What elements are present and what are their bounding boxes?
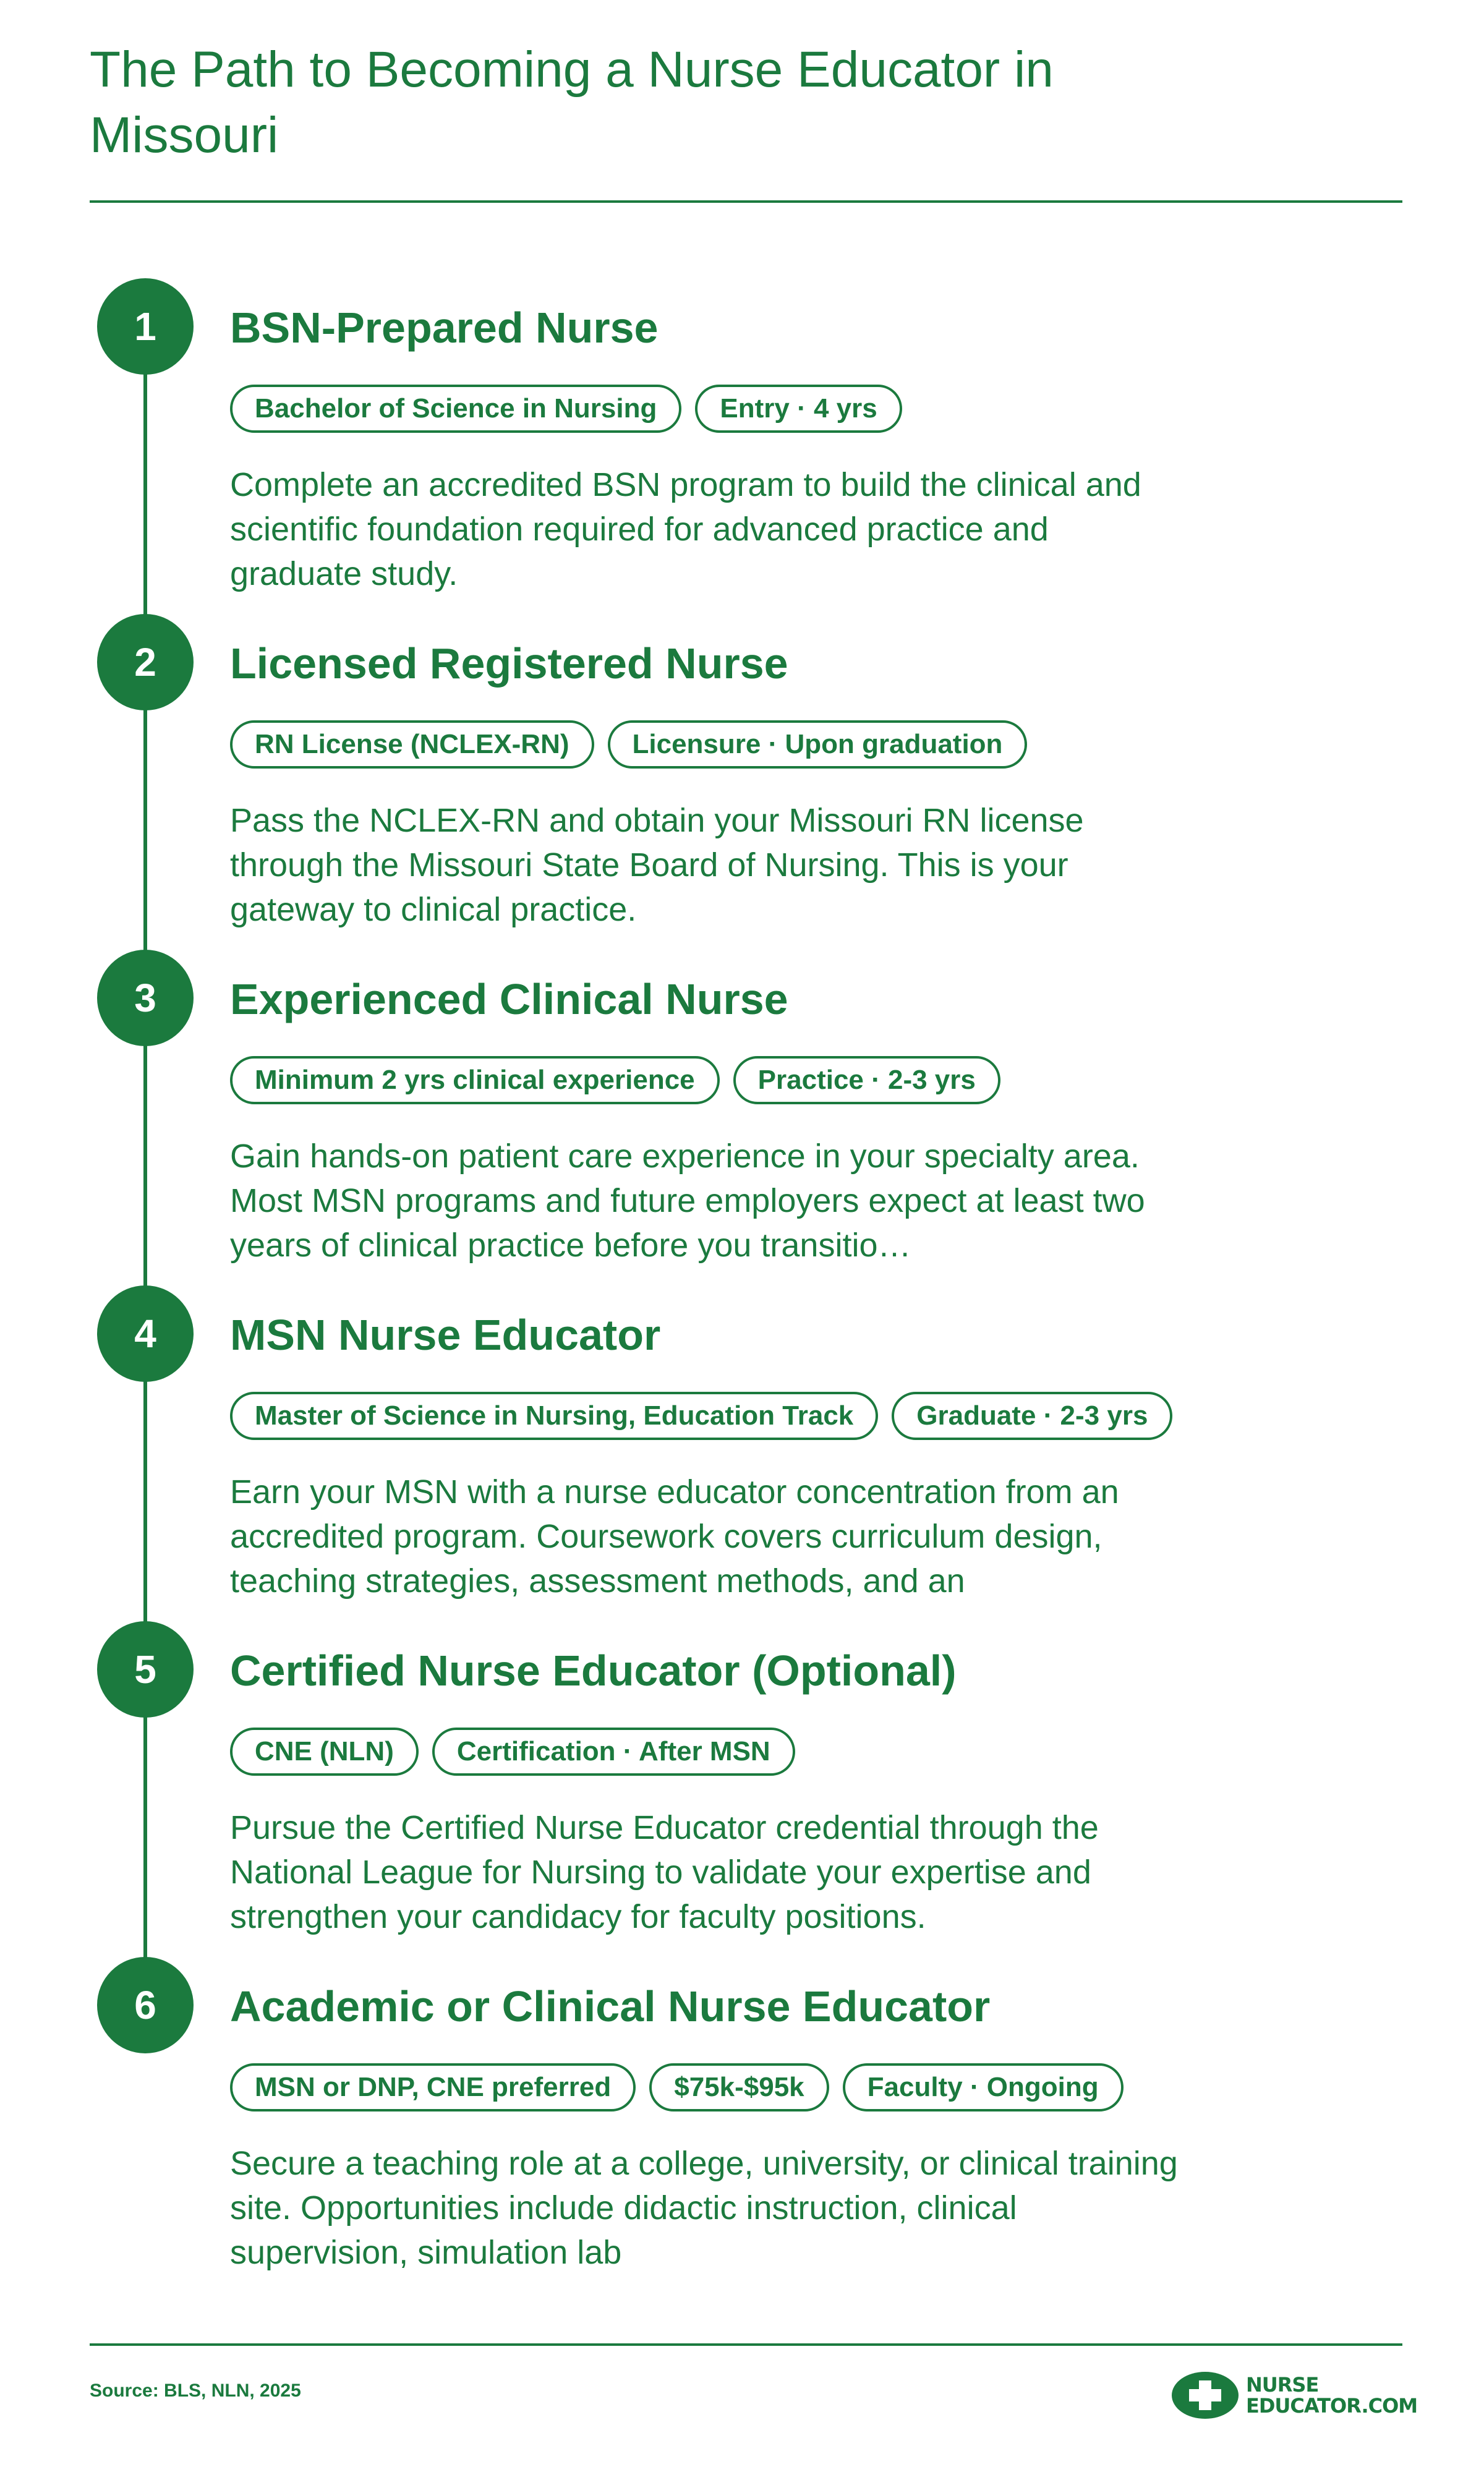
medical-cross-icon (1172, 2372, 1239, 2419)
step-tags (230, 720, 1027, 769)
step-title: Certified Nurse Educator (Optional) (230, 1647, 957, 1695)
step-tag: Practice · 2-3 yrs (733, 1056, 1000, 1104)
step-tags (230, 1728, 795, 1776)
timeline-step-1 (0, 278, 1484, 612)
step-number-badge: 6 (97, 1957, 194, 2053)
step-tag: Entry · 4 yrs (695, 385, 902, 433)
step-description: Earn your MSN with a nurse educator concentration from an accredited program. Coursework covers curriculum design, teaching strategies, assessment methods, and an (230, 1473, 1119, 1600)
step-tag: Graduate · 2-3 yrs (892, 1392, 1172, 1440)
step-tags (230, 1392, 1172, 1440)
step-title: MSN Nurse Educator (230, 1311, 661, 1359)
step-title: BSN-Prepared Nurse (230, 304, 659, 352)
step-title: Academic or Clinical Nurse Educator (230, 1982, 991, 2030)
step-title: Experienced Clinical Nurse (230, 975, 788, 1023)
step-tags (230, 1056, 1000, 1104)
header-divider (90, 200, 1402, 203)
page-title: The Path to Becoming a Nurse Educator in Missouri (90, 41, 1054, 163)
step-title: Licensed Registered Nurse (230, 639, 788, 688)
step-tag: Certification · After MSN (432, 1728, 795, 1776)
step-tag: Minimum 2 yrs clinical experience (230, 1056, 720, 1104)
step-number-badge: 3 (97, 950, 194, 1046)
step-tag: Master of Science in Nursing, Education Track (230, 1392, 878, 1440)
step-tag: RN License (NCLEX-RN) (230, 720, 594, 769)
step-tag: $75k-$95k (649, 2063, 829, 2111)
step-description: Pass the NCLEX-RN and obtain your Missouri RN license through the Missouri State Board of Nursing. This is your gateway to clinical practice. (230, 802, 1084, 928)
source-note: Source: BLS, NLN, 2025 (90, 2380, 301, 2401)
step-tag: Bachelor of Science in Nursing (230, 385, 681, 433)
timeline-step-5 (0, 1621, 1484, 1955)
step-tag: Licensure · Upon graduation (608, 720, 1028, 769)
step-number-badge: 5 (97, 1621, 194, 1718)
step-number-badge: 2 (97, 614, 194, 710)
step-tag: MSN or DNP, CNE preferred (230, 2063, 636, 2111)
footer-divider (90, 2343, 1402, 2346)
step-tags (230, 385, 902, 433)
brand-wordmark-line2: EDUCATOR.COM (1246, 2394, 1418, 2418)
step-description: Gain hands-on patient care experience in your specialty area. Most MSN programs and future employers expect at least two years of clinical practice before you transitio… (230, 1138, 1145, 1264)
brand-wordmark (1246, 2374, 1417, 2416)
timeline-step-3 (0, 950, 1484, 1284)
step-number-badge: 1 (97, 278, 194, 375)
step-tags (230, 2063, 1124, 2111)
step-tag: CNE (NLN) (230, 1728, 419, 1776)
timeline-step-4 (0, 1285, 1484, 1619)
step-description: Secure a teaching role at a college, university, or clinical training site. Opportunities include didactic instruction, clinical supervision, simulation lab (230, 2145, 1178, 2271)
step-description: Complete an accredited BSN program to build the clinical and scientific foundation required for advanced practice and graduate study. (230, 466, 1141, 592)
step-number-badge: 4 (97, 1285, 194, 1382)
timeline-step-6 (0, 1957, 1484, 2291)
timeline-step-2 (0, 614, 1484, 948)
brand-logo (1172, 2372, 1417, 2419)
brand-wordmark-line1: NURSE (1246, 2373, 1319, 2397)
step-description: Pursue the Certified Nurse Educator credential through the National League for Nursing to validate your expertise and strengthen your candidacy for faculty positions. (230, 1809, 1099, 1935)
step-tag: Faculty · Ongoing (843, 2063, 1124, 2111)
